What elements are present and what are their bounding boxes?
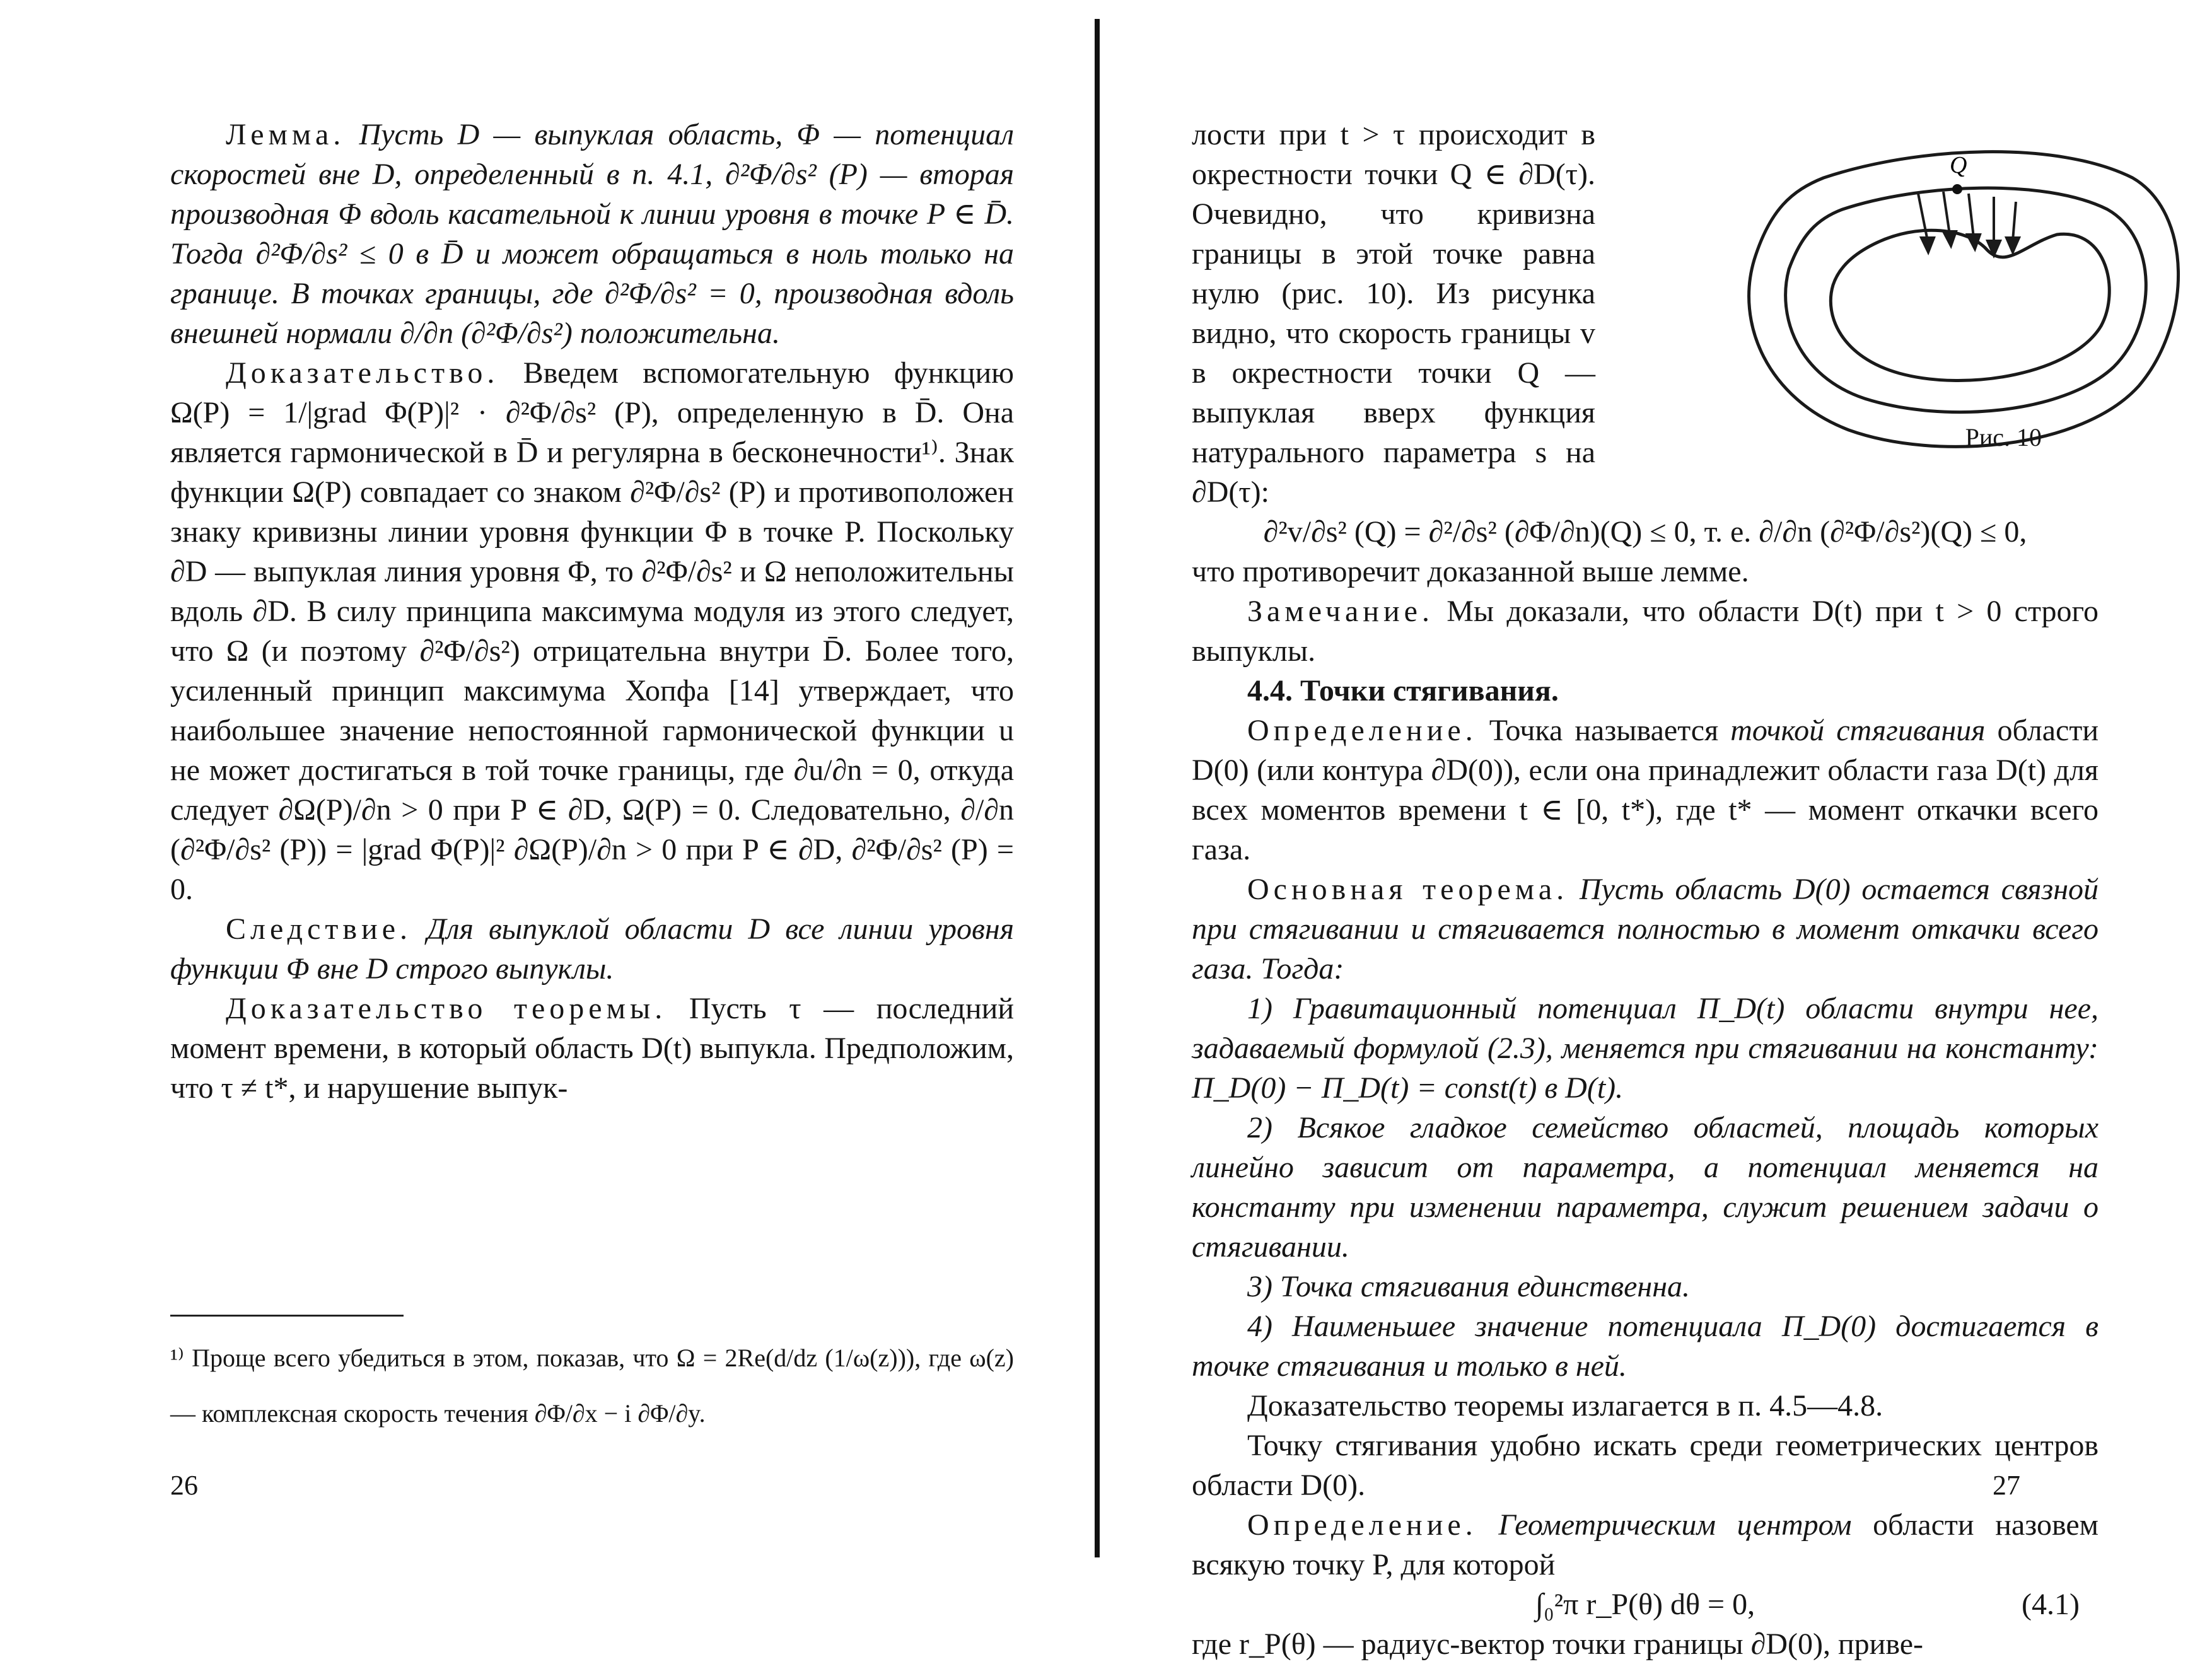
right-page-body [1192,115,2098,1664]
main-theorem-label: Основная теорема. [1247,873,1569,906]
corollary-paragraph [170,909,1014,989]
main-theorem-text: Пусть область D(0) остается связной при стягивании и стягивается полностью в момент откачки всего газа. Тогда: [1192,873,2099,986]
remark-text: Мы доказали, что области D(t) при t > 0 строго выпуклы. [1192,595,2099,668]
corollary-label: Следствие. [226,912,412,946]
continuation-paragraph: лости при t > τ происходит в окрестности точки Q ∈ ∂D(τ). Очевидно, что кривизна границы в этой точке равна нулю (рис. 10). Из рисунка видно, что скорость границы v в окрестности точки Q — выпуклая вверх функция натурального параметра s на ∂D(τ): [1192,118,1595,509]
figure-caption: Рис. 10 [1965,423,2042,451]
footnote-rule [170,1315,404,1317]
book-gutter [1095,19,1100,1557]
remark-paragraph [1192,591,2098,671]
theorem-item-1: 1) Гравитационный потенциал Π_D(t) области внутри нее, задаваемый формулой (2.3), меняется при стягивании на константу: Π_D(0) − Π_D(t) = const(t) в D(t). [1192,992,2098,1105]
footnote: ¹⁾ Проще всего убедиться в этом, показав, что Ω = 2Re(d/dz (1/ω(z))), где ω(z) — комплексная скорость течения ∂Φ/∂x − i ∂Φ/∂y. [170,1344,1014,1428]
last-line: где r_P(θ) — радиус-вектор точки границы ∂D(0), приве- [1192,1627,1924,1661]
theorem-proof-text: Пусть τ — последний момент времени, в который область D(t) выпукла. Предположим, что τ ≠ t*, и нарушение выпук- [170,992,1015,1105]
main-theorem-paragraph [1192,870,2098,989]
theorem-item-3: 3) Точка стягивания единственна. [1247,1270,1691,1303]
proof-label: Доказательство. [226,356,499,390]
page-number-left: 26 [170,1470,198,1501]
definition2-term: Геометрическим центром [1498,1508,1852,1542]
definition1-paragraph [1192,711,2098,870]
left-page-body [170,115,1014,1108]
lemma-paragraph [170,115,1014,353]
page-number-right: 27 [1993,1470,2020,1501]
point-q-label: Q [1950,152,1967,178]
remark-label: Замечание. [1247,595,1434,628]
definition2-paragraph [1192,1505,2098,1585]
proof-paragraph [170,353,1014,909]
formula: ∫₀²π r_P(θ) dθ = 0, [1535,1588,1755,1621]
proof-text: Введем вспомогательную функцию Ω(P) = 1/|grad Φ(P)|² · ∂²Φ/∂s² (P), определенную в D̄. Она является гармонической в D̄ и регулярна в бесконечности¹⁾. Знак функции Ω(P) совпадает со знаком ∂²Φ/∂s² (P) и противоположен знаку кривизны линии уровня функции Φ в точке P. Поскольку ∂D — выпуклая линия уровня Φ, то ∂²Φ/∂s² и Ω неположительны вдоль ∂D. В силу принципа максимума модуля из этого следует, что Ω (и поэтому ∂²Φ/∂s²) отрицательна внутри D̄. Более того, усиленный принцип максимума Хопфа [14] утверждает, что наибольшее значение непостоянной гармонической функции u не может достигаться в той точке границы, где ∂u/∂n = 0, откуда следует ∂Ω(P)/∂n > 0 при P ∈ ∂D, Ω(P) = 0. Следовательно, ∂/∂n (∂²Φ/∂s² (P)) = |grad Φ(P)|² ∂Ω(P)/∂n > 0 при P ∈ ∂D, ∂²Φ/∂s² (P) = 0. [170,356,1015,906]
section-title: 4.4. Точки стягивания. [1247,674,1559,707]
theorem-item-2: 2) Всякое гладкое семейство областей, площадь которых линейно зависит от параметра, а потенциал меняется на константу при изменении параметра, служит решением задачи о стягивании. [1192,1111,2098,1264]
left-page [0,0,1085,1563]
definition1-text-b: области D(0) (или контура ∂D(0)), если она принадлежит области газа D(t) для всех моментов времени t ∈ [0, t*), где t* — момент откачки всего газа. [1192,714,2098,866]
definition1-text-a: Точка называется [1489,714,1719,747]
theorem-item-4: 4) Наименьшее значение потенциала Π_D(0) достигается в точке стягивания и только в ней. [1192,1310,2098,1383]
search-note: Точку стягивания удобно искать среди геометрических центров области D(0). [1192,1429,2098,1502]
definition1-term: точкой стягивания [1730,714,1986,747]
proof-note: Доказательство теоремы излагается в п. 4.5—4.8. [1247,1389,1883,1423]
corollary-text: Для выпуклой области D все линии уровня функции Φ вне D строго выпуклы. [170,912,1015,986]
right-page [1110,0,2212,1661]
theorem-proof-label: Доказательство теоремы. [226,992,667,1025]
equation-line: ∂²v/∂s² (Q) = ∂²/∂s² (∂Φ/∂n)(Q) ≤ 0, т. е. ∂/∂n (∂²Φ/∂s²)(Q) ≤ 0, [1263,515,2027,549]
contradiction-line: что противоречит доказанной выше лемме. [1192,555,1749,588]
formula-number: (4.1) [2022,1588,2080,1621]
definition2-text: области назовем всякую точку P, для которой [1192,1508,2098,1581]
theorem-proof-paragraph [170,989,1014,1108]
definition2-label: Определение. [1247,1508,1477,1542]
definition1-label: Определение. [1247,714,1477,747]
lemma-text: Пусть D — выпуклая область, Φ — потенциал скоростей вне D, определенный в п. 4.1, ∂²Φ/∂s² (P) — вторая производная Φ вдоль касательной к линии уровня в точке P ∈ D̄. Тогда ∂²Φ/∂s² ≤ 0 в D̄ и может обращаться в ноль только на границе. В точках границы, где ∂²Φ/∂s² = 0, производная вдоль внешней нормали ∂/∂n (∂²Φ/∂s²) положительна. [170,118,1015,350]
formula-line [1192,1585,2098,1624]
lemma-label: Лемма. [226,118,346,151]
